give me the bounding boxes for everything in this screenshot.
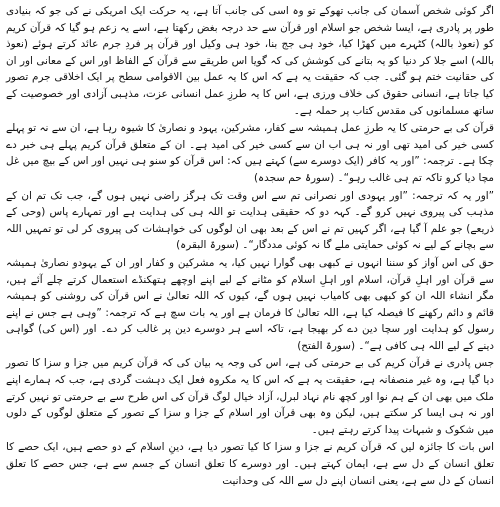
paragraph-6: اس بات کا جائزہ لیں کہ قرآن کریم نے جزا و سزا کا کیا تصور دیا ہے، دینِ اسلام کے دو حصے ہیں، ایک حصے کا تعلق انسان کے دل سے ہے، ایمان کہتے ہیں۔ اور دوسرے کا تعلق انسان کے جسم سے ہے، جس حصے کا تعلق انسان کے دل سے ہے، یعنی انسان اپنے دل سے اللہ کی وحدانیت: [6, 441, 494, 487]
paragraph-3: ”اور یہ کہ ترجمہ: ”اور یہودی اور نصرانی تم سے اس وقت تک ہرگز راضی نہیں ہوں گے، جب تک تم ان کے مذہب کی پیروی نہیں کرو گے۔ کہہ دو کہ حقیقی ہدایت تو اللہ ہی کی ہدایت ہے اور تمہارے پاس (وحی کے ذریعے) جو علم آ گیا ہے، اگر کہیں تم نے اس کے بعد بھی ان لوگوں کی خواہشات کی پیروی کر لی تو تمہیں اللہ سے بچانے کے لیے نہ کوئی حمایتی ملے گا نہ کوئی مددگار“۔ (سورۃ البقرہ): [6, 189, 494, 252]
paragraph-4: حق کی اس آواز کو سننا انہوں نے کبھی بھی گوارا نہیں کیا، یہ مشرکین و کفار اور ان کے یہودو نصاریٰ ہمیشہ سے قرآن اور اہلِ قرآن، اسلام اور اہلِ اسلام کو مٹانے کے لیے اپنے اوچھے ہتھکنڈے استعمال کرتے چلے آئے ہیں، مگر انشاء اللہ ان کو کبھی بھی کامیاب نہیں ہوں گے، کیوں کہ اللہ تعالیٰ نے اس قرآن کی روشنی کو ہمیشہ قائم و دائم رکھنے کا فیصلہ کیا ہے، اللہ تعالیٰ کا فرمان ہے اور یہ بات سچ ہے کہ ترجمہ: ”وہی ہے جس نے اپنے رسول کو ہدایت اور سچا دین دے کر بھیجا ہے، تاکہ اسے ہر دوسرے دین پر غالب کر دے۔ اور (اس کی) گواہی دینے کے لیے اللہ ہی کافی ہے“۔ (سورۃ الفتح): [6, 256, 494, 352]
paragraph-5: جس پادری نے قرآن کریم کی بے حرمتی کی ہے، اس کی وجہ یہ بیان کی کہ قرآن کریم میں جزا و سزا کا تصور دیا گیا ہے، وہ غیر منصفانہ ہے، حقیقت یہ ہے کہ اس کا یہ مکروہ فعل ایک دہشت گردی ہے، جب کہ ہمارے اپنے ملک میں بھی ان کے ہم نوا اور کچھ نام نہاد لبرل، آزاد خیال لوگ قرآن کی اس طرح سے بے حرمتی تو نہیں کرتے اور نہ ہی ایسا کر سکتے ہیں، لیکن وہ بھی قرآن اور اسلام کے جزا و سزا کے تصور کے متعلق لوگوں کے دلوں میں شکوک و شبہات پیدا کرتے رہتے ہیں۔: [6, 357, 494, 436]
paragraph-1: اگر کوئی شخص آسمان کی جانب تھوکے تو وہ اسی کی جانب آتا ہے، یہ حرکت ایک امریکی نے کی جو کہ بنیادی طور پر پادری ہے، ایسا شخص جو اسلام اور قرآن سے حد درجہ بغض رکھتا ہے، اسے یہ زعم ہو گیا کہ قرآن کریم کو (نعوذ باللہ) کٹہرے میں کھڑا کیا، خود ہی جج بنا، خود ہی وکیل اور قرآن پر فردِ جرم عائد کرتے ہوئے (نعوذ باللہ) اسے جلا کر دنیا کو یہ بتانے کی کوشش کی کہ گویا اس طریقے سے قرآن کے الفاظ اور اس کے معانی اور ان کی حقانیت ختم ہو گئی۔ جب کہ حقیقت یہ ہے کہ اس کا یہ عمل بین الاقوامی سطح پر ایک اخلاقی جرم تصور کیا جاتا ہے، انسانی حقوق کی خلاف ورزی ہے، اس کا یہ طرزِ عمل انسانی عزت، مذہبی آزادی اور خصوصیت کے ساتھ مسلمانوں کی مقدس کتاب پر حملہ ہے۔: [6, 5, 494, 117]
paragraph-2: قرآن کی بے حرمتی کا یہ طرزِ عمل ہمیشہ سے کفار، مشرکین، یہود و نصاریٰ کا شیوہ رہا ہے، ان سے نہ تو پہلے کسی خیر کی امید تھی اور نہ ہی اب ان سے کسی خیر کی امید ہے۔ ان کے متعلق قرآن کریم پہلے ہی خبر دے چکا ہے۔ ترجمہ: ”اور یہ کافر (ایک دوسرے سے) کہتے ہیں کہ: اس قرآن کو سنو ہی نہیں اور اس کے بیچ میں غل مچا دیا کرو تاکہ تم ہی غالب رہو“۔ (سورۂ حم سجدہ): [6, 122, 494, 184]
